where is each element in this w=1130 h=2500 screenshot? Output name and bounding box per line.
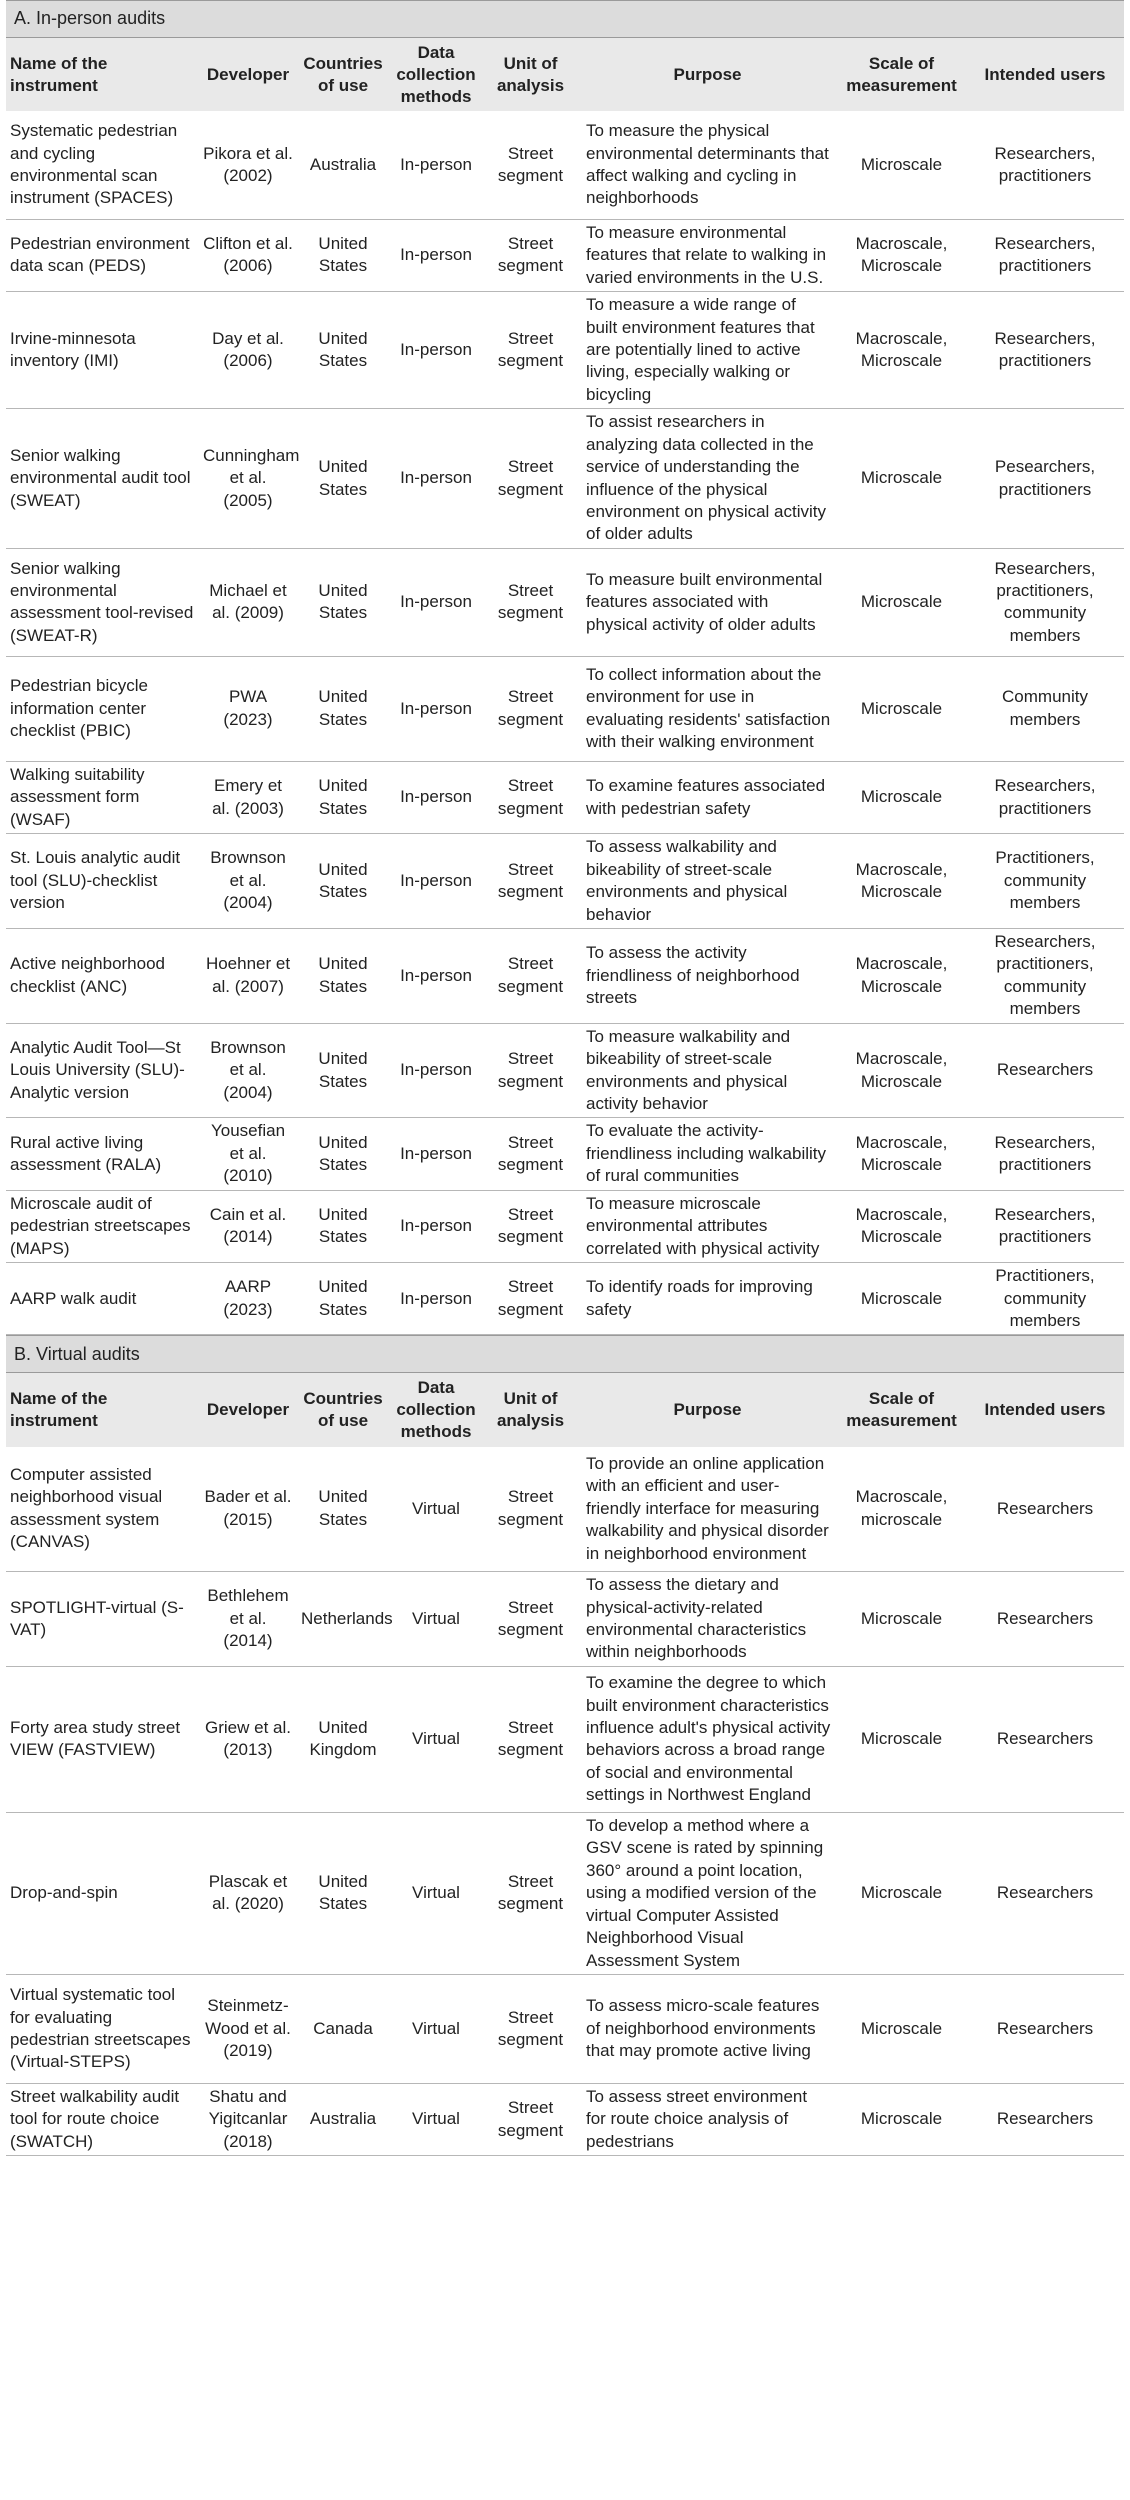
unit-of-analysis: Street segment: [483, 1190, 578, 1262]
collection-method: In-person: [389, 219, 483, 291]
unit-of-analysis: Street segment: [483, 111, 578, 219]
developer: Brownson et al. (2004): [199, 1023, 297, 1118]
country-of-use: Australia: [297, 111, 389, 219]
developer: Clifton et al. (2006): [199, 219, 297, 291]
intended-users: Pesearchers, practitioners: [966, 409, 1124, 549]
instrument-name: Computer assisted neighborhood visual assessment system (CANVAS): [6, 1447, 199, 1572]
unit-of-analysis: Street segment: [483, 1572, 578, 1667]
table-row: [6, 761, 1124, 833]
section-in-person-audits: [6, 0, 1124, 1335]
scale-of-measurement: Macroscale, Microscale: [837, 1118, 966, 1190]
collection-method: Virtual: [389, 1666, 483, 1812]
col-header-methods: Data collection methods: [389, 1373, 483, 1446]
instrument-name: Irvine-minnesota inventory (IMI): [6, 292, 199, 409]
purpose: To develop a method where a GSV scene is rated by spinning 360° around a point location, using a modified version of the virtual Computer Assisted Neighborhood Visual Assessment System: [578, 1812, 837, 1974]
scale-of-measurement: Microscale: [837, 1812, 966, 1974]
unit-of-analysis: Street segment: [483, 928, 578, 1023]
col-header-methods: Data collection methods: [389, 38, 483, 111]
purpose: To assist researchers in analyzing data collected in the service of understanding the influence of the physical environment on physical activity of older adults: [578, 409, 837, 549]
intended-users: Researchers, practitioners: [966, 219, 1124, 291]
purpose: To measure microscale environmental attributes correlated with physical activity: [578, 1190, 837, 1262]
scale-of-measurement: Microscale: [837, 409, 966, 549]
unit-of-analysis: Street segment: [483, 834, 578, 929]
col-header-name: Name of the instrument: [6, 1373, 199, 1446]
scale-of-measurement: Microscale: [837, 1974, 966, 2083]
intended-users: Researchers: [966, 1812, 1124, 1974]
purpose: To collect information about the environment for use in evaluating residents' satisfaction with their walking environment: [578, 656, 837, 761]
intended-users: Researchers: [966, 1023, 1124, 1118]
collection-method: In-person: [389, 761, 483, 833]
instrument-name: Microscale audit of pedestrian streetscapes (MAPS): [6, 1190, 199, 1262]
developer: Cunningham et al. (2005): [199, 409, 297, 549]
unit-of-analysis: Street segment: [483, 219, 578, 291]
purpose: To identify roads for improving safety: [578, 1263, 837, 1335]
country-of-use: United States: [297, 656, 389, 761]
country-of-use: Canada: [297, 1974, 389, 2083]
developer: AARP (2023): [199, 1263, 297, 1335]
table-row: [6, 219, 1124, 291]
scale-of-measurement: Macroscale, Microscale: [837, 1190, 966, 1262]
scale-of-measurement: Macroscale, microscale: [837, 1447, 966, 1572]
instrument-name: Systematic pedestrian and cycling environmental scan instrument (SPACES): [6, 111, 199, 219]
country-of-use: United States: [297, 292, 389, 409]
scale-of-measurement: Macroscale, Microscale: [837, 292, 966, 409]
instrument-name: SPOTLIGHT-virtual (S-VAT): [6, 1572, 199, 1667]
table-row: [6, 656, 1124, 761]
intended-users: Practitioners, community members: [966, 834, 1124, 929]
developer: PWA (2023): [199, 656, 297, 761]
table-row: [6, 1666, 1124, 1812]
country-of-use: United States: [297, 928, 389, 1023]
col-header-scale: Scale of measurement: [837, 38, 966, 111]
purpose: To measure environmental features that relate to walking in varied environments in the U.S.: [578, 219, 837, 291]
table-row: [6, 1023, 1124, 1118]
col-header-countries: Countries of use: [297, 1373, 389, 1446]
purpose: To assess street environment for route choice analysis of pedestrians: [578, 2083, 837, 2155]
table-row: [6, 1572, 1124, 1667]
country-of-use: Australia: [297, 2083, 389, 2155]
developer: Yousefian et al. (2010): [199, 1118, 297, 1190]
unit-of-analysis: Street segment: [483, 409, 578, 549]
instrument-name: Pedestrian environment data scan (PEDS): [6, 219, 199, 291]
col-header-developer: Developer: [199, 1373, 297, 1446]
audit-instruments-document: [6, 0, 1124, 2156]
purpose: To measure built environmental features associated with physical activity of older adults: [578, 548, 837, 656]
section-title: A. In-person audits: [6, 0, 1124, 38]
table-row: [6, 928, 1124, 1023]
instrument-name: Street walkability audit tool for route choice (SWATCH): [6, 2083, 199, 2155]
developer: Bader et al. (2015): [199, 1447, 297, 1572]
intended-users: Researchers, practitioners: [966, 761, 1124, 833]
collection-method: Virtual: [389, 2083, 483, 2155]
collection-method: In-person: [389, 1263, 483, 1335]
developer: Pikora et al. (2002): [199, 111, 297, 219]
scale-of-measurement: Microscale: [837, 656, 966, 761]
col-header-scale: Scale of measurement: [837, 1373, 966, 1446]
collection-method: In-person: [389, 834, 483, 929]
col-header-users: Intended users: [966, 38, 1124, 111]
scale-of-measurement: Microscale: [837, 1572, 966, 1667]
purpose: To assess the dietary and physical-activity-related environmental characteristics within neighborhoods: [578, 1572, 837, 1667]
table-row: [6, 292, 1124, 409]
instrument-name: Virtual systematic tool for evaluating pedestrian streetscapes (Virtual-STEPS): [6, 1974, 199, 2083]
purpose: To examine features associated with pedestrian safety: [578, 761, 837, 833]
country-of-use: United States: [297, 219, 389, 291]
col-header-countries: Countries of use: [297, 38, 389, 111]
instrument-name: Rural active living assessment (RALA): [6, 1118, 199, 1190]
scale-of-measurement: Microscale: [837, 2083, 966, 2155]
country-of-use: United States: [297, 1263, 389, 1335]
unit-of-analysis: Street segment: [483, 761, 578, 833]
unit-of-analysis: Street segment: [483, 656, 578, 761]
intended-users: Researchers, practitioners: [966, 1118, 1124, 1190]
table-row: [6, 548, 1124, 656]
scale-of-measurement: Microscale: [837, 1666, 966, 1812]
scale-of-measurement: Microscale: [837, 1263, 966, 1335]
unit-of-analysis: Street segment: [483, 1974, 578, 2083]
unit-of-analysis: Street segment: [483, 292, 578, 409]
purpose: To assess the activity friendliness of neighborhood streets: [578, 928, 837, 1023]
unit-of-analysis: Street segment: [483, 1263, 578, 1335]
purpose: To examine the degree to which built environment characteristics influence adult's physical activity behaviors across a broad range of social and environmental settings in Northwest England: [578, 1666, 837, 1812]
developer: Brownson et al. (2004): [199, 834, 297, 929]
purpose: To provide an online application with an efficient and user-friendly interface for measuring walkability and physical disorder in neighborhood environment: [578, 1447, 837, 1572]
table-row: [6, 1812, 1124, 1974]
country-of-use: Netherlands: [297, 1572, 389, 1667]
intended-users: Researchers: [966, 1572, 1124, 1667]
collection-method: In-person: [389, 928, 483, 1023]
col-header-purpose: Purpose: [578, 1373, 837, 1446]
collection-method: Virtual: [389, 1974, 483, 2083]
purpose: To evaluate the activity-friendliness including walkability of rural communities: [578, 1118, 837, 1190]
intended-users: Researchers: [966, 1974, 1124, 2083]
table-header-row: [6, 1373, 1124, 1446]
scale-of-measurement: Macroscale, Microscale: [837, 834, 966, 929]
scale-of-measurement: Microscale: [837, 548, 966, 656]
intended-users: Researchers, practitioners, community members: [966, 928, 1124, 1023]
scale-of-measurement: Macroscale, Microscale: [837, 1023, 966, 1118]
table-row: [6, 1190, 1124, 1262]
unit-of-analysis: Street segment: [483, 1812, 578, 1974]
table-row: [6, 1447, 1124, 1572]
section-virtual-audits: [6, 1335, 1124, 2156]
country-of-use: United Kingdom: [297, 1666, 389, 1812]
collection-method: Virtual: [389, 1447, 483, 1572]
instrument-name: Drop-and-spin: [6, 1812, 199, 1974]
instrument-name: Walking suitability assessment form (WSAF): [6, 761, 199, 833]
unit-of-analysis: Street segment: [483, 1447, 578, 1572]
purpose: To assess micro-scale features of neighborhood environments that may promote active living: [578, 1974, 837, 2083]
purpose: To assess walkability and bikeability of street-scale environments and physical behavior: [578, 834, 837, 929]
instrument-name: St. Louis analytic audit tool (SLU)-checklist version: [6, 834, 199, 929]
collection-method: In-person: [389, 548, 483, 656]
instrument-name: AARP walk audit: [6, 1263, 199, 1335]
col-header-developer: Developer: [199, 38, 297, 111]
collection-method: Virtual: [389, 1572, 483, 1667]
intended-users: Researchers: [966, 1666, 1124, 1812]
developer: Griew et al. (2013): [199, 1666, 297, 1812]
country-of-use: United States: [297, 834, 389, 929]
intended-users: Researchers, practitioners: [966, 292, 1124, 409]
intended-users: Researchers: [966, 1447, 1124, 1572]
purpose: To measure a wide range of built environment features that are potentially lined to active living, especially walking or bicycling: [578, 292, 837, 409]
developer: Bethlehem et al. (2014): [199, 1572, 297, 1667]
collection-method: In-person: [389, 1190, 483, 1262]
table-row: [6, 111, 1124, 219]
col-header-purpose: Purpose: [578, 38, 837, 111]
collection-method: In-person: [389, 111, 483, 219]
table-header-row: [6, 38, 1124, 111]
unit-of-analysis: Street segment: [483, 2083, 578, 2155]
intended-users: Community members: [966, 656, 1124, 761]
instrument-name: Forty area study street VIEW (FASTVIEW): [6, 1666, 199, 1812]
developer: Steinmetz-Wood et al. (2019): [199, 1974, 297, 2083]
unit-of-analysis: Street segment: [483, 1118, 578, 1190]
col-header-users: Intended users: [966, 1373, 1124, 1446]
intended-users: Researchers, practitioners: [966, 1190, 1124, 1262]
developer: Shatu and Yigitcanlar (2018): [199, 2083, 297, 2155]
instruments-table: [6, 1373, 1124, 2156]
instrument-name: Active neighborhood checklist (ANC): [6, 928, 199, 1023]
country-of-use: United States: [297, 761, 389, 833]
instrument-name: Senior walking environmental audit tool (SWEAT): [6, 409, 199, 549]
section-title: B. Virtual audits: [6, 1335, 1124, 1373]
purpose: To measure the physical environmental determinants that affect walking and cycling in neighborhoods: [578, 111, 837, 219]
unit-of-analysis: Street segment: [483, 1666, 578, 1812]
collection-method: In-person: [389, 1023, 483, 1118]
scale-of-measurement: Microscale: [837, 111, 966, 219]
instrument-name: Pedestrian bicycle information center checklist (PBIC): [6, 656, 199, 761]
col-header-name: Name of the instrument: [6, 38, 199, 111]
country-of-use: United States: [297, 548, 389, 656]
table-row: [6, 2083, 1124, 2155]
instrument-name: Senior walking environmental assessment tool-revised (SWEAT-R): [6, 548, 199, 656]
intended-users: Researchers: [966, 2083, 1124, 2155]
table-row: [6, 1974, 1124, 2083]
intended-users: Practitioners, community members: [966, 1263, 1124, 1335]
instrument-name: Analytic Audit Tool—St Louis University (SLU)-Analytic version: [6, 1023, 199, 1118]
table-row: [6, 1263, 1124, 1335]
table-row: [6, 834, 1124, 929]
country-of-use: United States: [297, 1190, 389, 1262]
col-header-unit: Unit of analysis: [483, 38, 578, 111]
instruments-table: [6, 38, 1124, 1335]
intended-users: Researchers, practitioners: [966, 111, 1124, 219]
developer: Plascak et al. (2020): [199, 1812, 297, 1974]
unit-of-analysis: Street segment: [483, 548, 578, 656]
table-row: [6, 409, 1124, 549]
country-of-use: United States: [297, 1023, 389, 1118]
country-of-use: United States: [297, 1118, 389, 1190]
developer: Michael et al. (2009): [199, 548, 297, 656]
country-of-use: United States: [297, 409, 389, 549]
collection-method: Virtual: [389, 1812, 483, 1974]
table-row: [6, 1118, 1124, 1190]
col-header-unit: Unit of analysis: [483, 1373, 578, 1446]
scale-of-measurement: Macroscale, Microscale: [837, 219, 966, 291]
developer: Cain et al. (2014): [199, 1190, 297, 1262]
collection-method: In-person: [389, 409, 483, 549]
collection-method: In-person: [389, 292, 483, 409]
intended-users: Researchers, practitioners, community members: [966, 548, 1124, 656]
scale-of-measurement: Microscale: [837, 761, 966, 833]
collection-method: In-person: [389, 1118, 483, 1190]
collection-method: In-person: [389, 656, 483, 761]
developer: Hoehner et al. (2007): [199, 928, 297, 1023]
developer: Day et al. (2006): [199, 292, 297, 409]
developer: Emery et al. (2003): [199, 761, 297, 833]
country-of-use: United States: [297, 1812, 389, 1974]
scale-of-measurement: Macroscale, Microscale: [837, 928, 966, 1023]
purpose: To measure walkability and bikeability of street-scale environments and physical activity behavior: [578, 1023, 837, 1118]
unit-of-analysis: Street segment: [483, 1023, 578, 1118]
country-of-use: United States: [297, 1447, 389, 1572]
